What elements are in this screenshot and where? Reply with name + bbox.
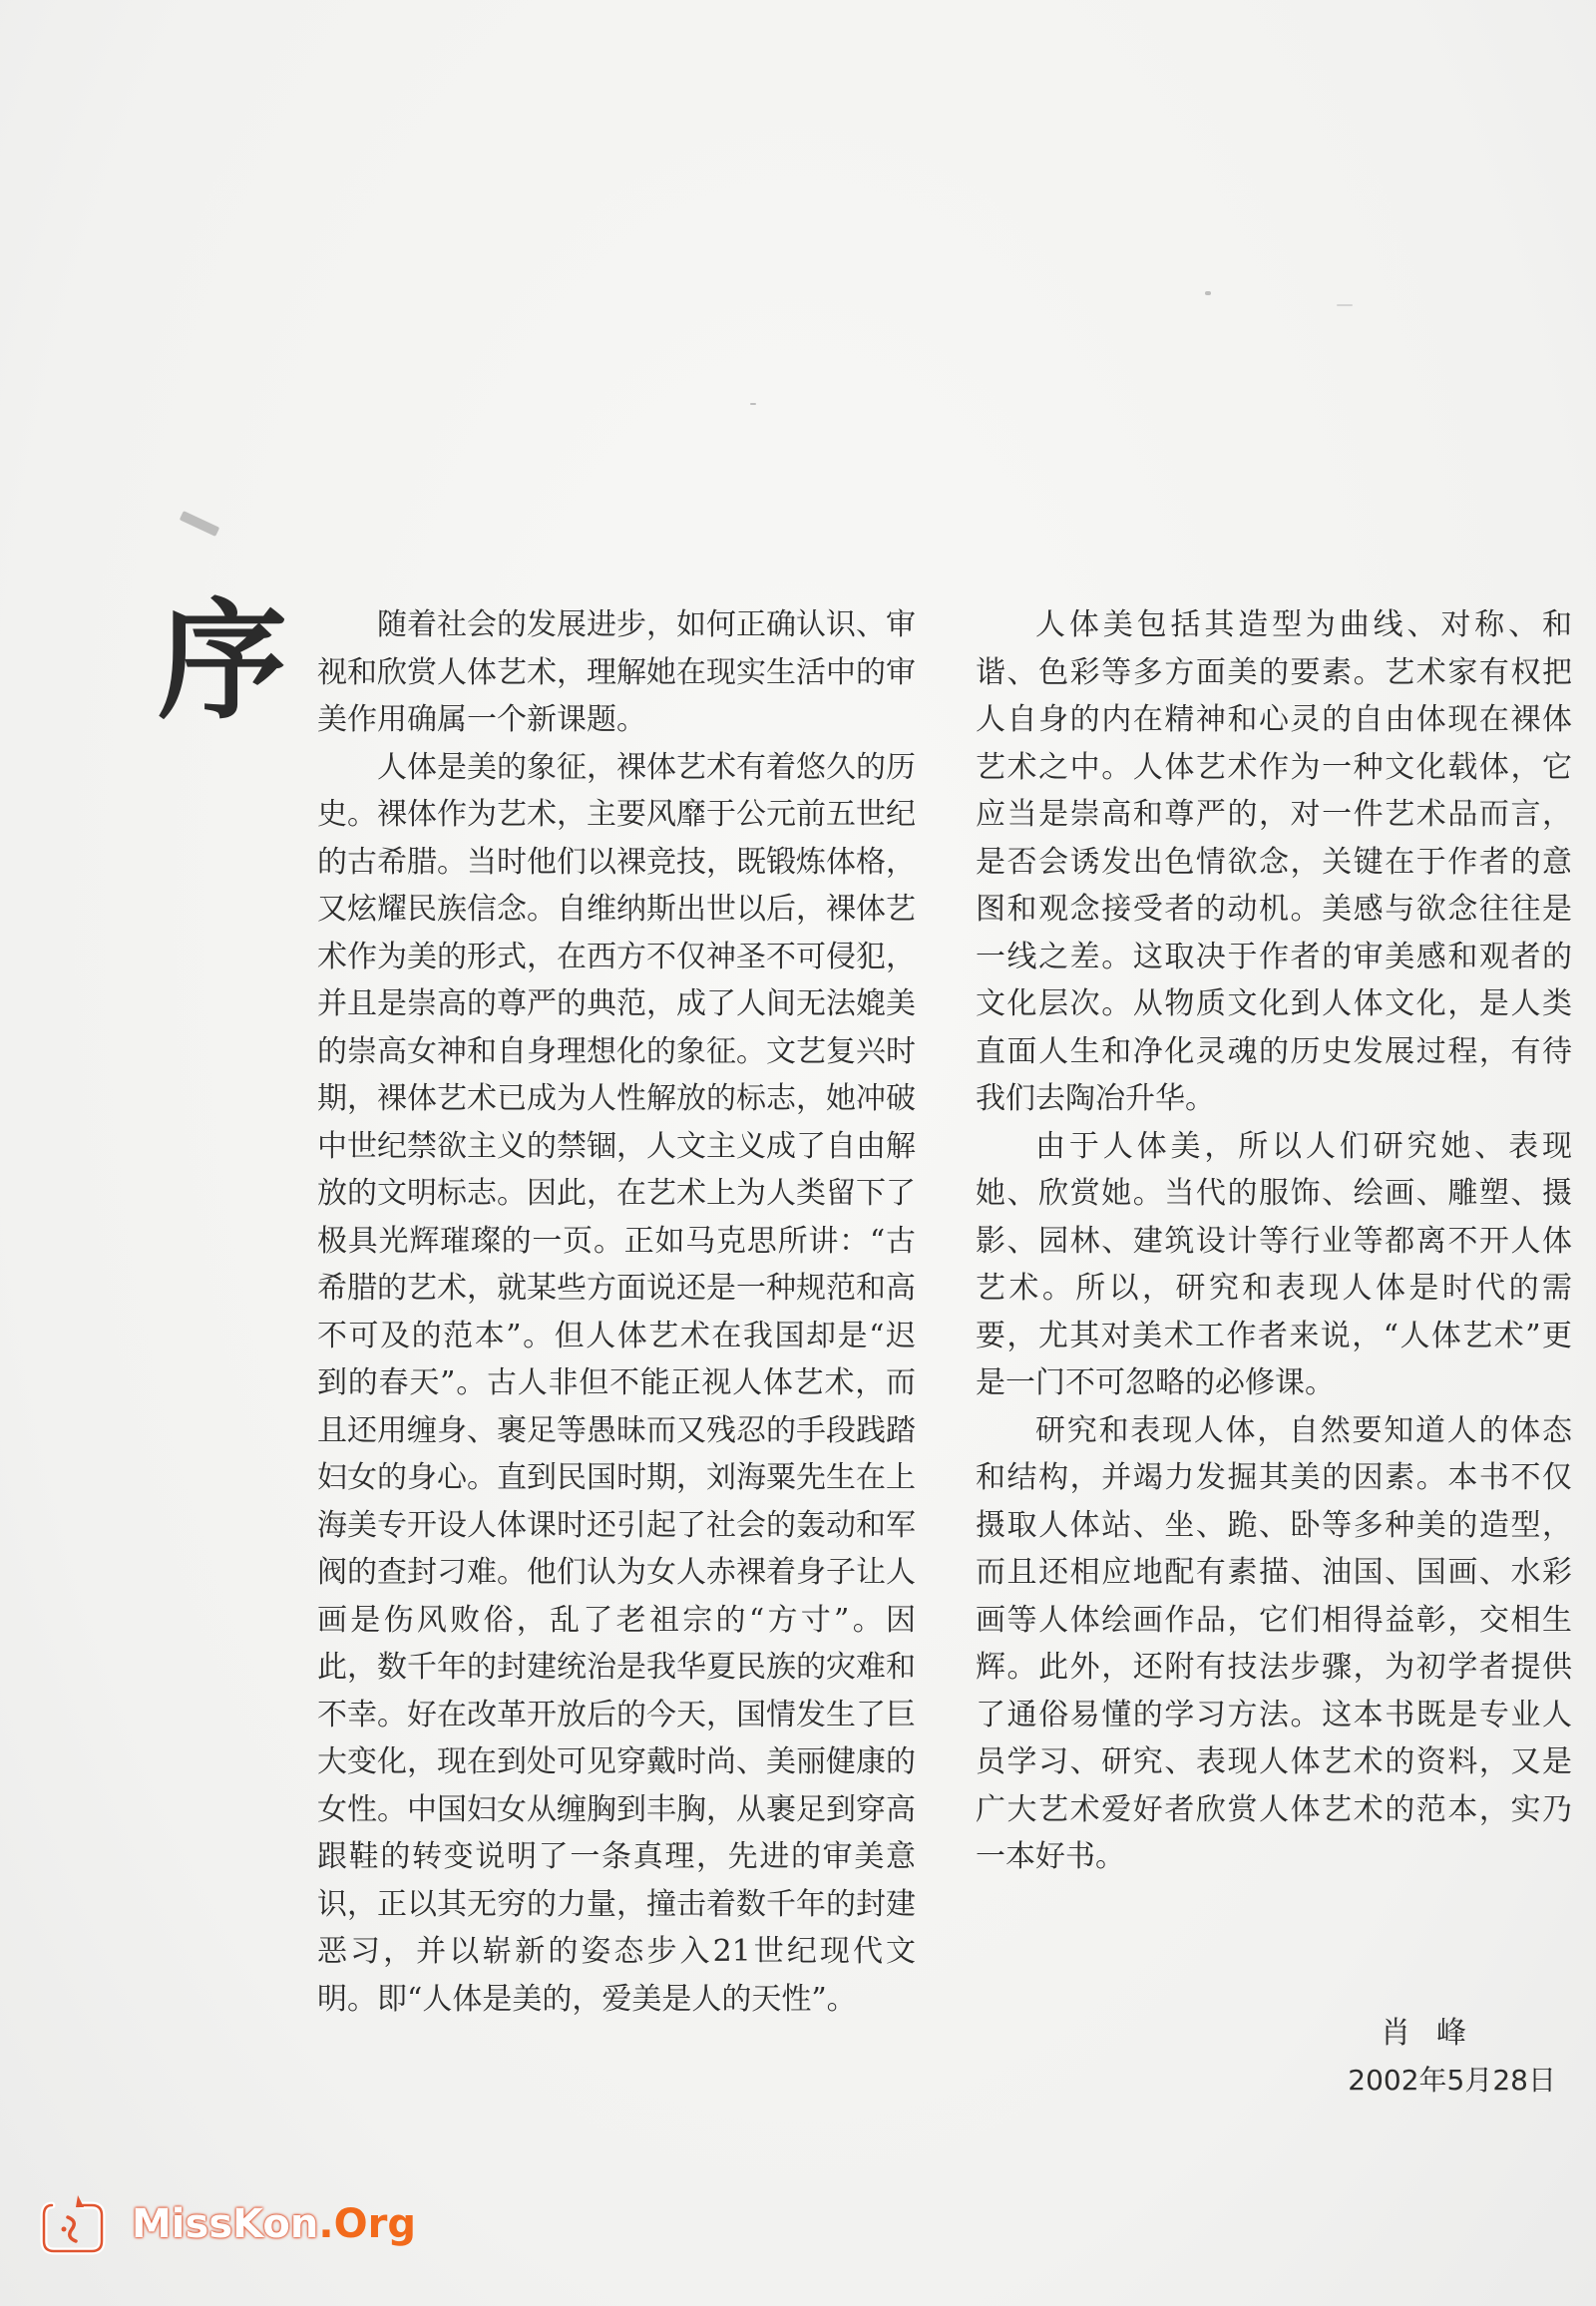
paragraph: 由于人体美，所以人们研究她、表现她、欣赏她。当代的服饰、绘画、雕塑、摄影、园林、建筑设计等行业等都离不开人体艺术。所以，研究和表现人体是时代的需要，尤其对美术工作者来说，“人体艺术”更是一门不可忽略的必修课。 [976,1128,1572,1400]
watermark-text [132,2201,416,2247]
scan-speck [180,511,219,537]
signature-date: 2002年5月28日 [1348,2064,1556,2097]
left-text-column [317,601,916,2023]
paragraph: 研究和表现人体，自然要知道人的体态和结构，并竭力发掘其美的因素。本书不仅摄取人体站、坐、跪、卧等多种美的造型，而且还相应地配有素描、油国、国画、水彩画等人体绘画作品，它们相得益彰，交相生辉。此外，还附有技法步骤，为初学者提供了通俗易懂的学习方法。这本书既是专业人员学习、研究、表现人体艺术的资料，又是广大艺术爱好者欣赏人体艺术的范本，实乃一本好书。 [976,1412,1572,1874]
scan-speck [750,403,756,405]
paragraph: 人体美包括其造型为曲线、对称、和谐、色彩等多方面美的要素。艺术家有权把人自身的内在精神和心灵的自由体现在裸体艺术之中。人体艺术作为一种文化载体，它应当是崇高和尊严的，对一件艺术品而言，是否会诱发出色情欲念，关键在于作者的意图和观念接受者的动机。美感与欲念往往是一线之差。这取决于作者的审美感和观者的文化层次。从物质文化到人体文化，是人类直面人生和净化灵魂的历史发展过程，有待我们去陶冶升华。 [976,607,1572,1116]
site-watermark [38,2189,416,2259]
watermark-main: MissKon [132,2201,319,2247]
scan-speck [1337,304,1353,306]
scan-speck [1205,291,1211,295]
right-text-column [976,601,1572,1881]
author-name: 肖峰 [1381,2016,1492,2051]
watermark-tld: .Org [318,2201,416,2247]
paragraph: 人体是美的象征，裸体艺术有着悠久的历史。裸体作为艺术，主要风靡于公元前五世纪的古希腊。当时他们以裸竞技，既锻炼体格，又炫耀民族信念。自维纳斯出世以后，裸体艺术作为美的形式，在西方不仅神圣不可侵犯，并且是崇高的尊严的典范，成了人间无法媲美的崇高女神和自身理想化的象征。文艺复兴时期，裸体艺术已成为人性解放的标志，她冲破中世纪禁欲主义的禁锢，人文主义成了自由解放的文明标志。因此，在艺术上为人类留下了极具光辉璀璨的一页。正如马克思所讲：“古希腊的艺术，就某些方面说还是一种规范和高不可及的范本”。但人体艺术在我国却是“迟到的春天”。古人非但不能正视人体艺术，而且还用缠身、裹足等愚昧而又残忍的手段践踏妇女的身心。直到民国时期，刘海粟先生在上海美专开设人体课时还引起了社会的轰动和军阀的查封刁难。他们认为女人赤裸着身子让人画是伤风败俗，乱了老祖宗的“方寸”。因此，数千年的封建统治是我华夏民族的灾难和不幸。好在改革开放后的今天，国情发生了巨大变化，现在到处可见穿戴时尚、美丽健康的女性。中国妇女从缠胸到丰胸，从裹足到穿高跟鞋的转变说明了一条真理，先进的审美意识，正以其无穷的力量，撞击着数千年的封建恶习，并以崭新的姿态步入21世纪现代文明。即“人体是美的，爱美是人的天性”。 [317,749,916,2017]
misskon-logo-icon [38,2191,108,2257]
signature-block [1257,2010,1556,2104]
preface-heading: 序 [158,584,288,737]
paragraph: 随着社会的发展进步，如何正确认识、审视和欣赏人体艺术，理解她在现实生活中的审美作用确属一个新课题。 [317,607,916,737]
